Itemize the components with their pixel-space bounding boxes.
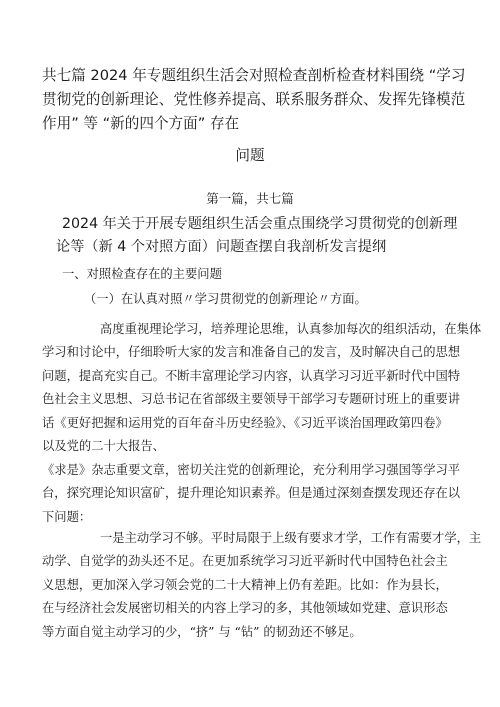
article-title [56,213,482,259]
paragraph-line: 问题，提高充实自己。不断丰富理论学习内容，认真学习习近平新时代中国特 [42,368,461,383]
paragraph-line: 下问题： [42,509,92,524]
paragraph-line: 色社会主义思想、习总书记在省部级主要领导干部学习专题研讨班上的重要讲 [42,392,461,407]
document-title-tail: 问题 [235,147,265,164]
document-title-line: 作用” 等 “新的四个方面” 存在 [42,115,240,132]
paragraph-line: 在与经济社会发展密切相关的内容上学习的多，其他领域如党建、意识形态 [42,601,448,616]
paragraph-1 [42,318,481,458]
document-title-line: 共七篇 2024 年专题组织生活会对照检查剖析检查材料围绕 “学习 [42,67,466,84]
paragraph-line: 动学、自觉学的劲头还不足。在更加系统学习习近平新时代中国特色社会主 [42,554,448,569]
paragraph-line: 等方面自觉主动学习的少，“挤” 与 “钻” 的韧劲还不够足。 [42,624,362,639]
paragraph-line: 义思想，更加深入学习领会党的二十大精神上仍有差距。比如：作为县长， [42,577,448,592]
paragraph-line: 学习和讨论中，仔细聆听大家的发言和准备自己的发言，及时解决自己的思想 [42,345,461,360]
paragraph-line: 话《更好把握和运用党的百年奋斗历史经验》、《习近平谈治国理政第四卷》 [42,415,448,430]
paragraph-line: 高度重视理论学习，培养理论思维，认真参加每次的组织活动，在集体 [100,322,482,336]
paragraph-line: 一是主动学习不够。平时局限于上级有要求才学，工作有需要才学，主 [100,531,482,545]
paragraph-line: 台，探究理论知识富矿，提升理论知识素养。但是通过深刻查摆发现还存在以 [42,486,461,501]
paragraph-line: 以及党的二十大报告、 [42,439,165,454]
section-label: 第一篇，共七篇 [206,191,294,206]
document-title [42,64,466,136]
article-title-line: 论等（新 4 个对照方面）问题查摆自我剖析发言提纲 [56,239,387,255]
paragraph-line: 《求是》杂志重要文章，密切关注党的创新理论，充分利用学习强国等学习平 [42,463,461,477]
article-title-line: 2024 年关于开展专题组织生活会重点围绕学习贯彻党的创新理 [62,216,458,232]
paragraph-3 [42,527,481,644]
paragraph-2 [42,459,460,529]
heading-level-1: 一、对照检查存在的主要问题 [62,267,222,281]
document-title-line: 贯彻党的创新理论、党性修养提高、联系服务群众、发挥先锋模范 [42,91,466,108]
heading-level-2: （一）在认真对照〃学习贯彻党的创新理论〃方面。 [84,292,367,306]
